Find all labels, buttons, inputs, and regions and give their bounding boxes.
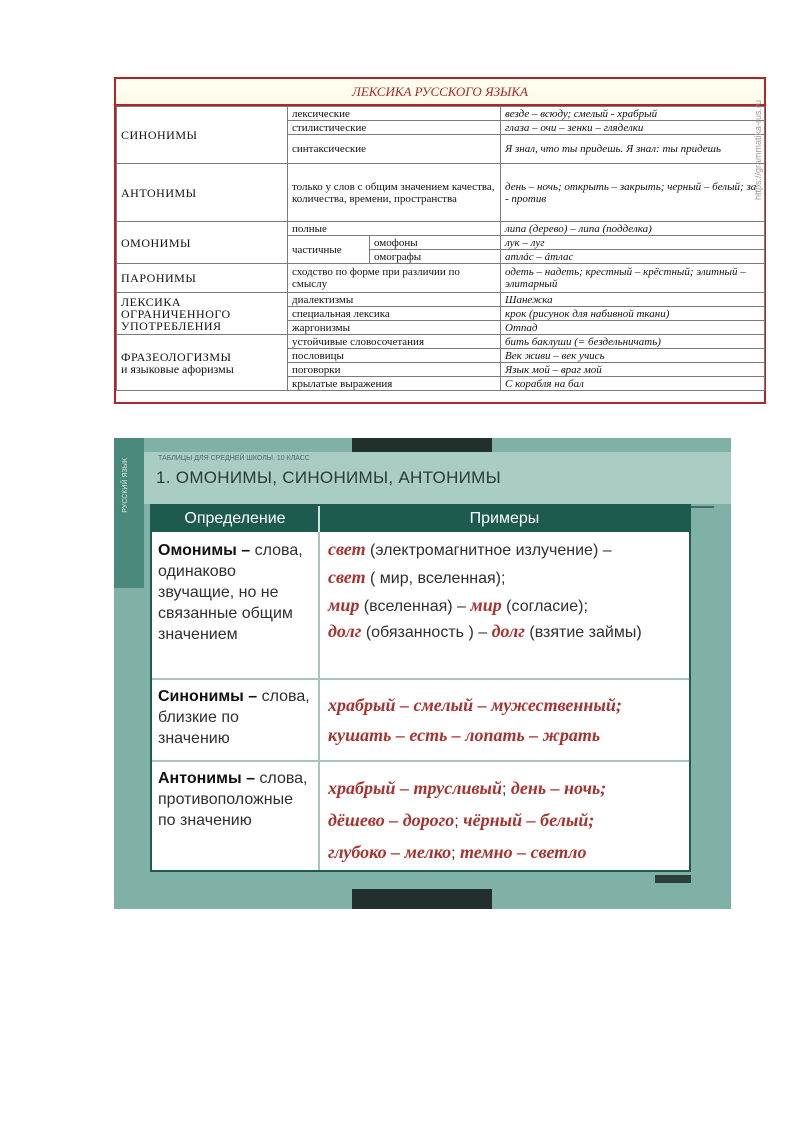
term-synonyms: Синонимы – — [158, 688, 258, 705]
subtype-cell: стилистические — [288, 121, 501, 135]
definition-antonyms — [158, 768, 313, 831]
example-word: долг — [328, 621, 362, 641]
example-cell: Отпад — [501, 321, 765, 335]
example-cell: одеть – надеть; крестный – крёстный; элитный – элитарный — [501, 264, 765, 293]
category-phraseologisms-subtitle: и языковые афоризмы — [121, 361, 234, 376]
example-line — [328, 536, 683, 564]
table-row — [117, 335, 765, 349]
subtype-cell: диалектизмы — [288, 293, 501, 307]
definition-text: слова, близкие по значению — [158, 688, 310, 747]
subtype-cell: специальная лексика — [288, 307, 501, 321]
table-row — [117, 222, 765, 236]
example-pair: день – ночь; — [510, 778, 607, 798]
definition-text: слова, противоположные по значению — [158, 770, 308, 829]
category-paronyms: ПАРОНИМЫ — [117, 264, 288, 293]
example-gloss: (взятие займы) — [524, 624, 642, 641]
poster-table — [150, 504, 691, 872]
row-divider — [152, 678, 689, 680]
subtype-cell: полные — [288, 222, 501, 236]
category-phraseologisms-title: ФРАЗЕОЛОГИЗМЫ — [121, 349, 232, 364]
example-cell: глаза – очи – зенки – гляделки — [501, 121, 765, 135]
lexics-table-title: ЛЕКСИКА РУССКОГО ЯЗЫКА — [116, 79, 764, 106]
column-divider — [318, 532, 320, 870]
subtype-cell: поговорки — [288, 363, 501, 377]
example-cell: крок (рисунок для набивной ткани) — [501, 307, 765, 321]
example-cell: Шанежка — [501, 293, 765, 307]
subtype-cell: частичные — [288, 236, 370, 264]
example-line — [328, 620, 683, 644]
subtype-cell: пословицы — [288, 349, 501, 363]
poster-subhead: ТАБЛИЦЫ ДЛЯ СРЕДНЕЙ ШКОЛЫ. 10 КЛАСС — [158, 455, 310, 462]
category-limited-use: ЛЕКСИКА ОГРАНИЧЕННОГО УПОТРЕБЛЕНИЯ — [117, 293, 288, 335]
definition-synonyms — [158, 686, 313, 749]
subtype-cell: лексические — [288, 107, 501, 121]
lexics-table-grid — [116, 106, 765, 391]
row-divider — [152, 760, 689, 762]
example-gloss: (согласие); — [501, 598, 588, 615]
column-header-examples: Примеры — [318, 506, 689, 532]
poster-header — [144, 452, 731, 504]
example-word: мир — [328, 595, 360, 615]
example-line — [328, 564, 683, 592]
term-homonyms: Омонимы – — [158, 542, 251, 559]
example-cell: лук – луг — [501, 236, 765, 250]
poster-image — [114, 438, 731, 909]
example-word: свет — [328, 567, 366, 587]
subtype-cell: жаргонизмы — [288, 321, 501, 335]
definition-text: слова, одинаково звучащие, но не связанные общим значением — [158, 542, 303, 643]
examples-homonyms — [328, 536, 683, 644]
examples-synonyms — [328, 690, 683, 750]
poster-table-header — [152, 506, 689, 532]
example-gloss: (вселенная) – — [359, 598, 471, 615]
example-pair: дёшево – дорого — [328, 810, 455, 830]
subtype-cell: устойчивые словосочетания — [288, 335, 501, 349]
example-cell: везде – всюду; смелый - храбрый — [501, 107, 765, 121]
example-pair: храбрый – трусливый — [328, 778, 503, 798]
example-gloss: (электромагнитное излучение) – — [365, 542, 612, 559]
subtype-cell: синтаксические — [288, 135, 501, 164]
example-word: мир — [470, 595, 502, 615]
table-row — [117, 107, 765, 121]
table-row — [117, 293, 765, 307]
subtype2-cell: омофоны — [370, 236, 501, 250]
example-cell: день – ночь; открыть – закрыть; черный – белый; за - против — [501, 164, 765, 222]
poster-side-strip — [114, 438, 144, 588]
example-cell: Век живи – век учись — [501, 349, 765, 363]
example-line: дёшево – дорого; чёрный – белый; — [328, 810, 595, 830]
example-cell: Я знал, что ты придешь. Я знал: ты придешь — [501, 135, 765, 164]
category-phraseologisms — [117, 335, 288, 391]
table-row — [117, 164, 765, 222]
example-cell: липа (дерево) – липа (подделка) — [501, 222, 765, 236]
example-pair: чёрный – белый; — [463, 810, 595, 830]
example-pair: глубоко – мелко — [328, 842, 452, 862]
poster-bottom-tab — [352, 889, 492, 909]
subtype-cell: сходство по форме при различии по смыслу — [288, 264, 501, 293]
publisher-logo — [655, 875, 691, 883]
term-antonyms: Антонимы – — [158, 770, 255, 787]
example-line: храбрый – смелый – мужественный; — [328, 695, 622, 715]
example-cell: С корабля на бал — [501, 377, 765, 391]
poster-strip-text: РУССКИЙ ЯЗЫК — [122, 458, 129, 513]
example-line — [328, 592, 683, 620]
example-cell: бить баклуши (= бездельничать) — [501, 335, 765, 349]
definition-homonyms — [158, 540, 313, 645]
examples-antonyms — [328, 773, 683, 869]
poster-heading: 1. ОМОНИМЫ, СИНОНИМЫ, АНТОНИМЫ — [156, 468, 501, 487]
example-gloss: (обязанность ) – — [361, 624, 492, 641]
example-word: свет — [328, 539, 366, 559]
subtype2-cell: омографы — [370, 250, 501, 264]
subtype-cell: крылатые выражения — [288, 377, 501, 391]
example-line: храбрый – трусливый; день – ночь; — [328, 778, 607, 798]
watermark-url: https://grammatika-rus.ru — [753, 99, 763, 200]
example-cell: атлáс – áтлас — [501, 250, 765, 264]
category-homonyms: ОМОНИМЫ — [117, 222, 288, 264]
category-synonyms: СИНОНИМЫ — [117, 107, 288, 164]
example-cell: Язык мой – враг мой — [501, 363, 765, 377]
example-gloss: ( мир, вселенная); — [365, 570, 506, 587]
column-header-definition: Определение — [184, 510, 286, 527]
table-row — [117, 264, 765, 293]
example-pair: темно – светло — [460, 842, 587, 862]
subtype-cell: только у слов с общим значением качества, количества, времени, пространства — [288, 164, 501, 222]
category-antonyms: АНТОНИМЫ — [117, 164, 288, 222]
lexics-table — [114, 77, 766, 404]
example-line: глубоко – мелко; темно – светло — [328, 842, 587, 862]
example-line: кушать – есть – лопать – жрать — [328, 725, 601, 745]
example-word: долг — [491, 621, 525, 641]
